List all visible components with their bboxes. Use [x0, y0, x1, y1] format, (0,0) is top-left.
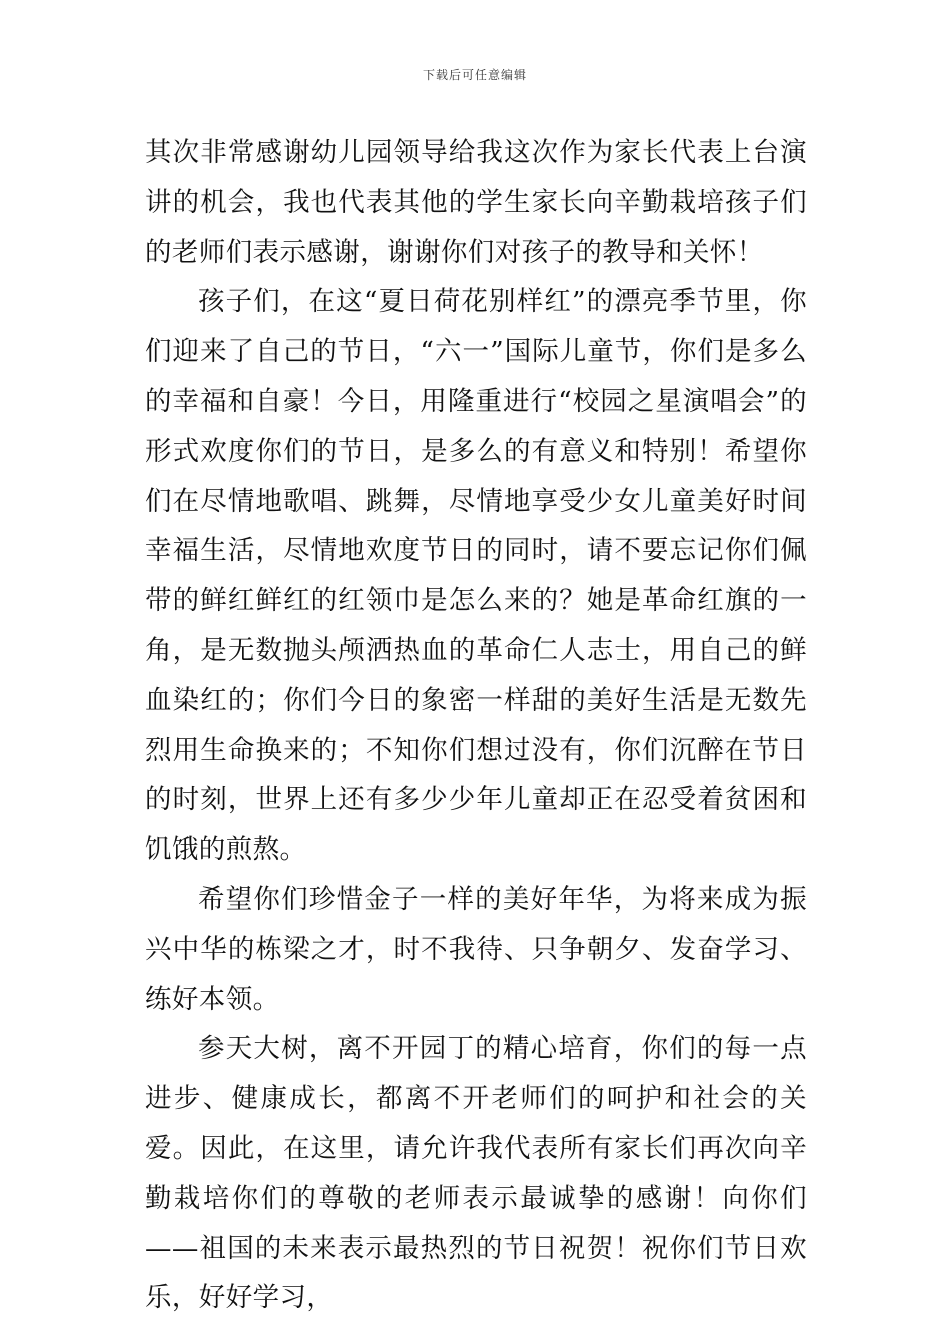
- paragraph-1: 其次非常感谢幼儿园领导给我这次作为家长代表上台演讲的机会，我也代表其他的学生家长向辛勤栽培孩子们的老师们表示感谢，谢谢你们对孩子的教导和关怀！: [145, 137, 807, 268]
- paragraph-2: 孩子们，在这“夏日荷花别样红”的漂亮季节里，你们迎来了自己的节日，“六一”国际儿童节，你们是多么的幸福和自豪！今日，用隆重进行“校园之星演唱会”的形式欢度你们的节日，是多么的有意义和特别！希望你们在尽情地歌唱、跳舞，尽情地享受少女儿童美好时间幸福生活，尽情地欢度节日的同时，请不要忘记你们佩带的鲜红鲜红的红领巾是怎么来的？她是革命红旗的一角，是无数抛头颅洒热血的革命仁人志士，用自己的鲜血染红的；你们今日的象密一样甜的美好生活是无数先烈用生命换来的；不知你们想过没有，你们沉醉在节日的时刻，世界上还有多少少年儿童却正在忍受着贫困和饥饿的煎熬。: [145, 286, 807, 866]
- paragraph-4: 参天大树，离不开园丁的精心培育，你们的每一点进步、健康成长，都离不开老师们的呵护和社会的关爱。因此，在这里，请允许我代表所有家长们再次向辛勤栽培你们的尊敬的老师表示最诚挚的感谢！向你们——祖国的未来表示最热烈的节日祝贺！祝你们节日欢乐，好好学习，: [145, 1033, 807, 1314]
- page-header-note: 下载后可任意编辑: [422, 68, 527, 82]
- paragraph-3: 希望你们珍惜金子一样的美好年华，为将来成为振兴中华的栋梁之才，时不我待、只争朝夕、发奋学习、练好本领。: [145, 883, 807, 1015]
- document-body: [145, 128, 807, 1323]
